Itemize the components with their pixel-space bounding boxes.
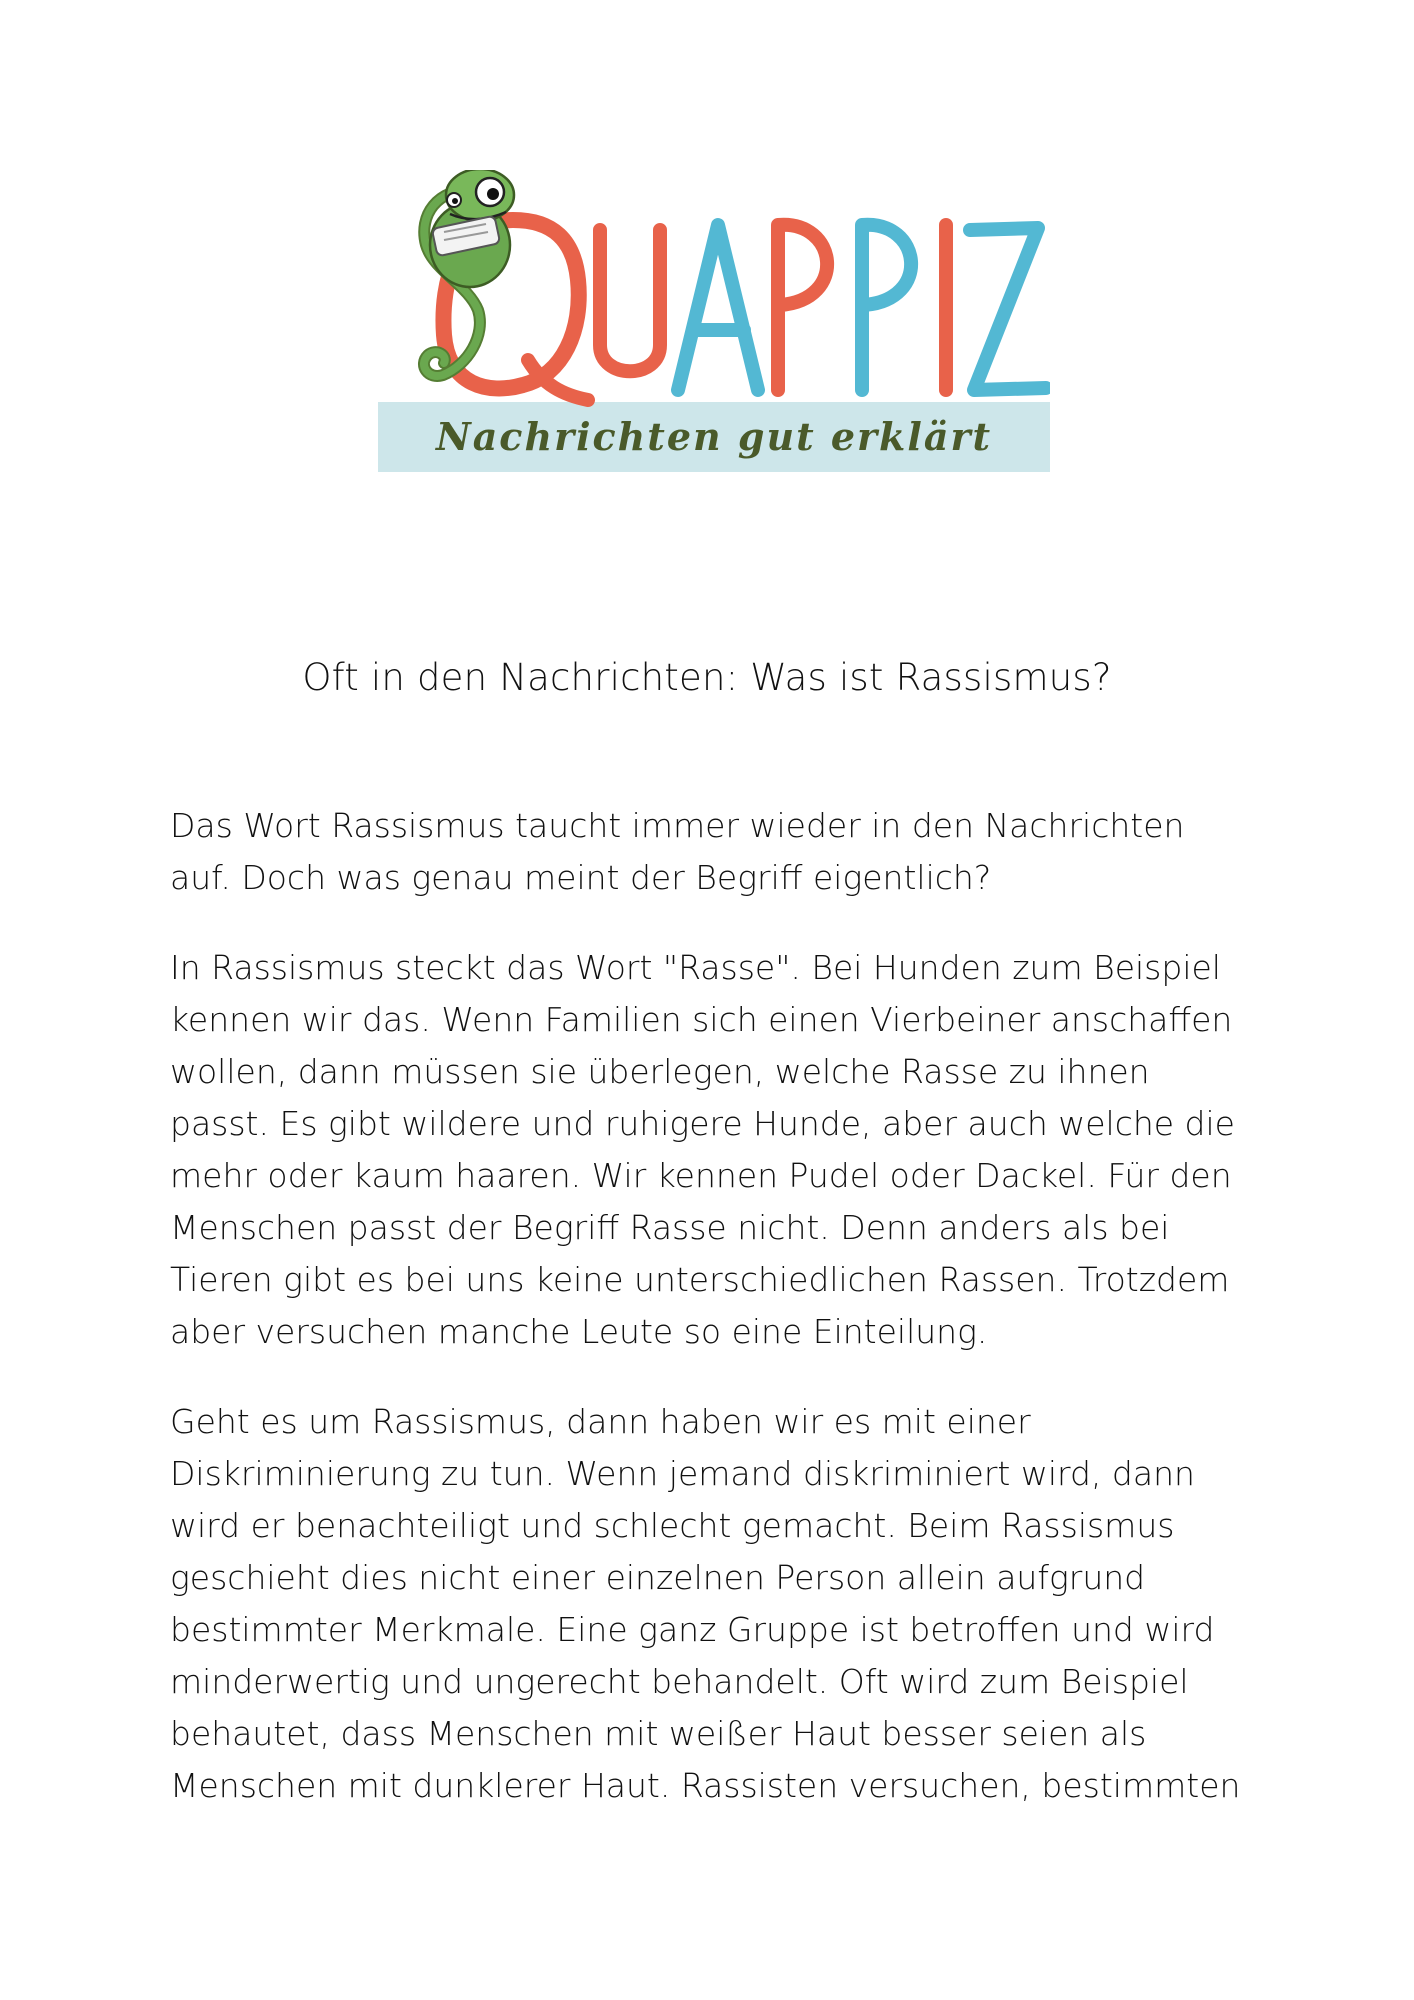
text-line: wollen, dann müssen sie überlegen, welche Rasse zu ihnen: [170, 1052, 1150, 1091]
text-line: Menschen passt der Begriff Rasse nicht. Denn anders als bei: [170, 1208, 1170, 1247]
text-line: Das Wort Rassismus taucht immer wieder in den Nachrichten: [170, 806, 1185, 845]
text-line: behautet, dass Menschen mit weißer Haut besser seien als: [170, 1714, 1147, 1753]
text-line: mehr oder kaum haaren. Wir kennen Pudel oder Dackel. Für den: [170, 1156, 1232, 1195]
page-title: Oft in den Nachrichten: Was ist Rassismus?: [302, 656, 1112, 699]
text-line: In Rassismus steckt das Wort "Rasse". Bei Hunden zum Beispiel: [170, 948, 1221, 987]
text-line: Tieren gibt es bei uns keine unterschiedlichen Rassen. Trotzdem: [170, 1260, 1230, 1299]
paragraph-3: [170, 1396, 1280, 1812]
text-line: bestimmter Merkmale. Eine ganz Gruppe ist betroffen und wird: [170, 1610, 1215, 1649]
article-body: [170, 800, 1280, 1850]
text-line: aber versuchen manche Leute so eine Einteilung.: [170, 1312, 988, 1351]
text-line: minderwertig und ungerecht behandelt. Oft wird zum Beispiel: [170, 1662, 1189, 1701]
letter-a: [678, 225, 758, 390]
letter-p-2: [862, 225, 911, 390]
text-line: passt. Es gibt wildere und ruhigere Hunde, aber auch welche die: [170, 1104, 1235, 1143]
paragraph-1: [170, 800, 1280, 904]
text-line: kennen wir das. Wenn Familien sich einen Vierbeiner anschaffen: [170, 1000, 1233, 1039]
text-line: Diskriminierung zu tun. Wenn jemand diskriminiert wird, dann: [170, 1454, 1195, 1493]
letter-u: [600, 230, 660, 371]
paragraph-2: [170, 942, 1280, 1358]
text-line: geschieht dies nicht einer einzelnen Person allein aufgrund: [170, 1558, 1146, 1597]
tagline: Nachrichten gut erklärt: [435, 414, 993, 459]
text-line: Geht es um Rassismus, dann haben wir es mit einer: [170, 1402, 1031, 1441]
letter-z: [970, 228, 1046, 390]
logo-graphic: [378, 170, 1050, 480]
text-line: wird er benachteiligt und schlecht gemacht. Beim Rassismus: [170, 1506, 1175, 1545]
letter-p: [778, 225, 827, 390]
text-line: Menschen mit dunklerer Haut. Rassisten versuchen, bestimmten: [170, 1766, 1241, 1805]
text-line: auf. Doch was genau meint der Begriff eigentlich?: [170, 858, 992, 897]
quappiz-logo: [378, 170, 1050, 480]
